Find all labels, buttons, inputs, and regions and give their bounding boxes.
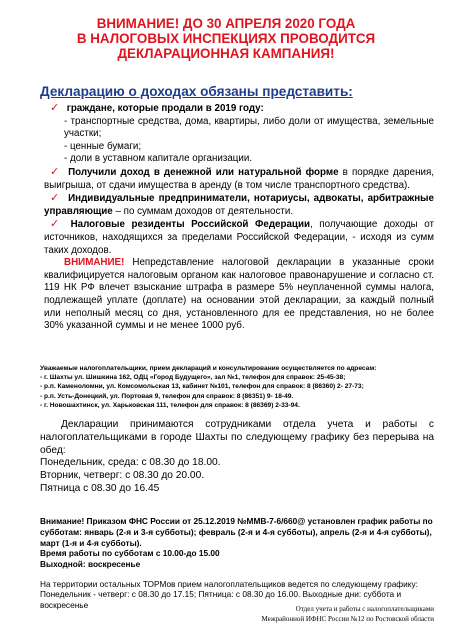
warning-paragraph (44, 257, 434, 333)
schedule-intro: Декларации принимаются сотрудниками отдела учета и работы с налогоплательщиками в городе Шахты по следующему графику без перерыва на обед: (40, 419, 434, 456)
order-dayoff: Выходной: воскресенье (40, 559, 141, 570)
citizens-colon: : (260, 103, 264, 114)
address-novoshakhtinsk: - г. Новошахтинск, ул. Харьковская 111, телефон для справок: 8 (86369) 2-33-94. (40, 401, 300, 409)
address-shakhty: - г. Шахты ул. Шишкина 162, ОДЦ «Город Будущего», зал №1, телефон для справок: 25-45-38; (40, 374, 346, 382)
citizens-line-3: - доли в уставном капитале организации. (64, 153, 253, 165)
obligations-section (44, 102, 434, 333)
schedule-fri: Пятница с 08.30 до 16.45 (40, 482, 160, 494)
order-saturday-hours: Время работы по субботам с 10.00-до 15.00 (40, 548, 220, 559)
income-rest: в порядке дарения, выигрыша, от сдачи имущества в аренду (в том числе транспортного средства). (44, 166, 434, 191)
footer-signature (220, 604, 434, 624)
schedule-mon-wed: Понедельник, среда: с 08.30 до 18.00. (40, 457, 221, 469)
residents-rest: , получающие доходы от источников, находящихся за пределами Российской Федерации, - исходя из сумм таких доходов. (44, 219, 434, 256)
check-icon: ✓ (50, 218, 60, 231)
address-ust-donetsky: - р.п. Усть-Донецкий, ул. Портовая 9, телефон для справок: 8 (86351) 9- 18-49. (40, 392, 294, 400)
schedule-section (40, 419, 434, 496)
title-line-3: ДЕКЛАРАЦИОННАЯ КАМПАНИЯ! (117, 46, 335, 62)
title-line-2: В НАЛОГОВЫХ ИНСПЕКЦИЯХ ПРОВОДИТСЯ (76, 31, 376, 47)
title-line-1: ВНИМАНИЕ! ДО 30 АПРЕЛЯ 2020 ГОДА (96, 16, 356, 31)
citizens-heading: граждане, которые продали в 2019 году (66, 103, 261, 114)
addresses-section (40, 364, 434, 410)
residents-bold: Налоговые резиденты Российской Федерации (70, 219, 310, 231)
warning-label: ВНИМАНИЕ! (64, 257, 125, 269)
addresses-intro: Уважаемые налогоплательщики, прием деклараций и консультирование осуществляется по адресам: (40, 365, 377, 372)
income-item (44, 166, 434, 192)
citizens-line-1: - транспортные средства, дома, квартиры, либо доли от имущества, земельные участки; (64, 115, 434, 140)
income-bold: Получили доход в денежной или натуральной форме (68, 166, 339, 178)
citizens-item (44, 102, 434, 116)
check-icon: ✓ (50, 192, 60, 205)
page-title (40, 16, 412, 62)
footer-line-2: Межрайонной ИФНС России №12 по Ростовской области (261, 615, 434, 623)
footer-line-1: Отдел учета и работы с налогоплательщиками (295, 605, 434, 613)
other-offices-text: На территории остальных ТОРМов прием налогоплательщиков ведется по следующему графику: Понедельник - четверг: с 08.30 до 17.15; Пятница: с 08.30 до 16.00. Выходные дни: суббота и воскресенье (40, 579, 418, 610)
entrepreneurs-rest: – по суммам доходов от деятельности. (112, 205, 294, 217)
check-icon: ✓ (50, 165, 60, 178)
order-text: Внимание! Приказом ФНС России от 25.12.2019 №ММВ-7-6/660@ установлен график работы по субботам: январь (2-я и 3-я субботы); февраль (2-я и 4-я субботы), апрель (2-я и 4-я субботы), март (1-я и 4-я субботы). (40, 516, 433, 548)
schedule-tue-thu: Вторник, четверг: с 08.30 до 20.00. (40, 470, 205, 482)
saturday-order-section (40, 516, 434, 570)
address-kamenolomni: - р.п. Каменоломни, ул. Комсомольская 13, кабинет №101, телефон для справок: 8 (86360) 2- 27-73; (40, 383, 364, 391)
entrepreneurs-bold: Индивидуальные предприниматели, нотариусы, адвокаты, арбитражные управляющие (44, 193, 434, 217)
residents-item (44, 218, 434, 257)
entrepreneurs-item (44, 192, 434, 218)
declaration-heading: Декларацию о доходах обязаны представить: (40, 84, 353, 99)
citizens-line-2: - ценные бумаги; (64, 140, 142, 152)
check-icon: ✓ (50, 102, 60, 114)
warning-text: Непредставление налоговой декларации в указанные сроки квалифицируется налоговым органом как налоговое правонарушение и согласно ст. 119 НК РФ влечет взыскание штрафа в размере 5% неуплаченной суммы налога, подлежащей уплате (доплате) на основании этой декларации, за каждый полный или неполный месяц со дня, установленного для ее представления, но не более 30% указанной суммы и не менее 1000 руб. (44, 257, 434, 332)
